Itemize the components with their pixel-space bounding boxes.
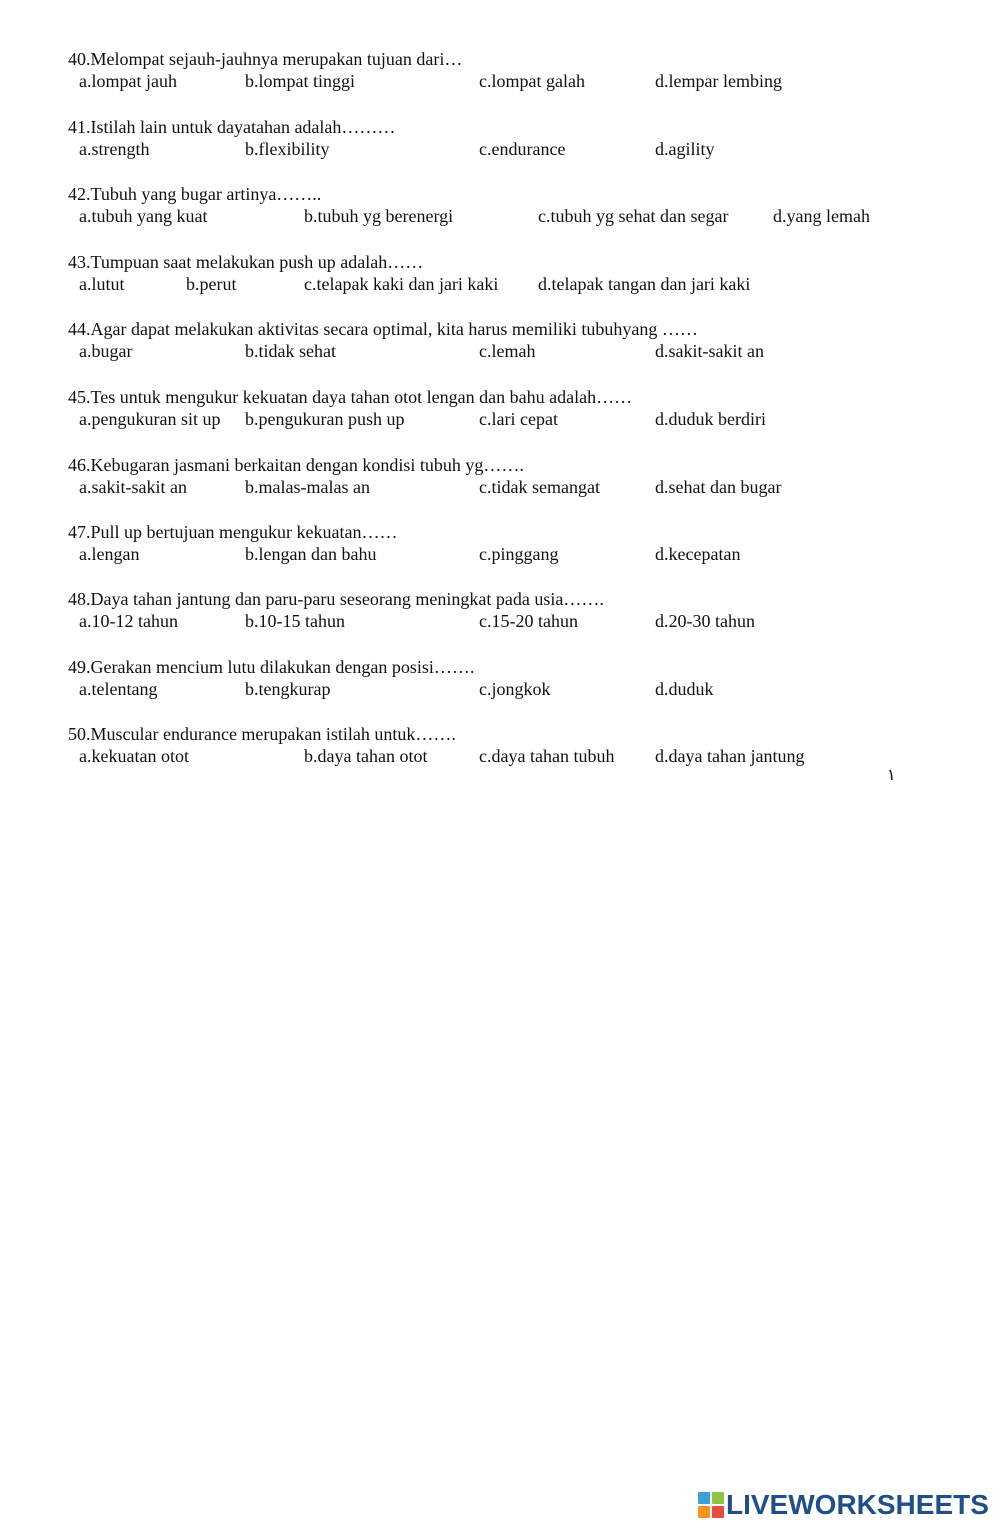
option-a: a.tubuh yang kuat [79,206,208,226]
option-b: b.perut [186,274,237,294]
option-a: a.telentang [79,679,158,699]
option-c: c.lemah [479,341,536,361]
option-d: d.sakit-sakit an [655,341,764,361]
question-text: 45.Tes untuk mengukur kekuatan daya tahan otot lengan dan bahu adalah…… [68,387,633,407]
logo-square-green [712,1492,724,1504]
option-c: c.jongkok [479,679,551,699]
question-text: 42.Tubuh yang bugar artinya…….. [68,184,322,204]
option-a: a.10-12 tahun [79,611,178,631]
question-text: 41.Istilah lain untuk dayatahan adalah……… [68,117,396,137]
option-c: c.telapak kaki dan jari kaki [304,274,499,294]
logo-square-orange [698,1506,710,1518]
option-b: b.pengukuran push up [245,409,405,429]
option-b: b.lompat tinggi [245,71,355,91]
option-a: a.strength [79,139,150,159]
option-a: a.pengukuran sit up [79,409,221,429]
question-text: 43.Tumpuan saat melakukan push up adalah…… [68,252,424,272]
brand-name: LIVEWORKSHEETS [726,1489,989,1520]
question-text: 40.Melompat sejauh-jauhnya merupakan tujuan dari… [68,49,463,69]
option-c: c.daya tahan tubuh [479,746,615,766]
option-c: c.tubuh yg sehat dan segar [538,206,729,226]
option-c: c.15-20 tahun [479,611,578,631]
option-b: b.daya tahan otot [304,746,428,766]
option-d: d.agility [655,139,715,159]
logo-square-blue [698,1492,710,1504]
question-text: 46.Kebugaran jasmani berkaitan dengan kondisi tubuh yg……. [68,455,524,475]
question-text: 49.Gerakan mencium lutu dilakukan dengan posisi……. [68,657,475,677]
option-a: a.lutut [79,274,125,294]
option-c: c.endurance [479,139,566,159]
option-c: c.lompat galah [479,71,585,91]
option-b: b.tubuh yg berenergi [304,206,454,226]
option-a: a.lengan [79,544,140,564]
question-text: 50.Muscular endurance merupakan istilah untuk……. [68,724,456,744]
option-b: b.lengan dan bahu [245,544,377,564]
option-d: d.yang lemah [773,206,870,226]
option-d: d.daya tahan jantung [655,746,805,766]
question-text: 44.Agar dapat melakukan aktivitas secara optimal, kita harus memiliki tubuhyang …… [68,319,698,339]
option-d: d.duduk [655,679,714,699]
page-mark: ١ [887,767,896,784]
option-c: c.tidak semangat [479,477,600,497]
option-a: a.lompat jauh [79,71,177,91]
option-b: b.tidak sehat [245,341,336,361]
option-b: b.10-15 tahun [245,611,345,631]
question-text: 47.Pull up bertujuan mengukur kekuatan…… [68,522,398,542]
option-d: d.sehat dan bugar [655,477,782,497]
logo-square-red [712,1506,724,1518]
option-b: b.malas-malas an [245,477,370,497]
option-d: d.lempar lembing [655,71,782,91]
option-a: a.kekuatan otot [79,746,189,766]
liveworksheets-logo[interactable] [698,1488,989,1522]
option-d: d.kecepatan [655,544,741,564]
option-a: a.bugar [79,341,133,361]
option-d: d.telapak tangan dan jari kaki [538,274,751,294]
option-c: c.pinggang [479,544,559,564]
option-d: d.duduk berdiri [655,409,766,429]
question-text: 48.Daya tahan jantung dan paru-paru seseorang meningkat pada usia……. [68,589,604,609]
option-d: d.20-30 tahun [655,611,755,631]
option-b: b.tengkurap [245,679,331,699]
option-b: b.flexibility [245,139,330,159]
liveworksheets-icon [698,1492,724,1518]
option-a: a.sakit-sakit an [79,477,187,497]
option-c: c.lari cepat [479,409,558,429]
